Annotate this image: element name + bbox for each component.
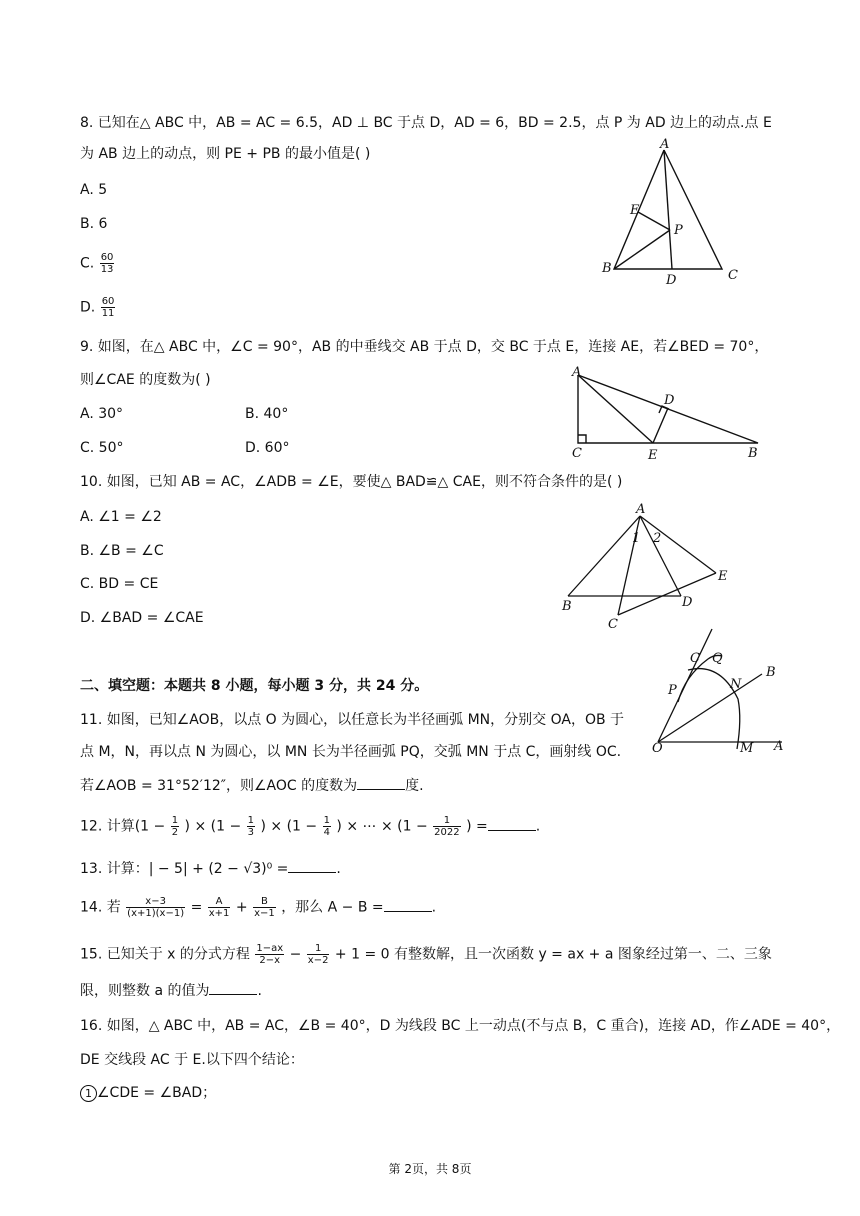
q10-option-b: B. ∠B = ∠C	[80, 543, 164, 559]
q11-line3	[80, 775, 424, 796]
q14-line	[80, 896, 436, 919]
q8-option-d-fraction: $\frac{60}{11}$	[101, 296, 115, 319]
fig-label-d: D	[664, 393, 675, 408]
q8-option-d	[80, 296, 116, 319]
q16-item1-text: ∠CDE = ∠BAD；	[97, 1085, 217, 1101]
q13-end: .	[336, 861, 341, 877]
q12-suffix: ) =	[466, 818, 488, 835]
fig-label-p: P	[668, 683, 677, 698]
q14-fraction-1: $\frac{x-3}{(x+1)(x-1)}$	[127, 896, 185, 919]
fig-label-a: A	[660, 138, 670, 152]
fig-label-o: O	[652, 741, 663, 754]
q16-line1: 16. 如图，△ ABC 中，AB = AC，∠B = 40°，D 为线段 BC 上一动点(不与点 B，C 重合)，连接 AD，作∠ADE = 40°，	[80, 1018, 841, 1034]
q8-option-c-label: C.	[80, 255, 95, 272]
q9-right-triangle-figure	[568, 360, 768, 465]
q10-line1: 10. 如图，已知 AB = AC，∠ADB = ∠E，要使△ BAD≌△ CAE，则不符合条件的是( )	[80, 474, 623, 490]
q12-line	[80, 815, 540, 838]
q9-option-d: D. 60°	[245, 440, 290, 456]
page-footer: 第 2页，共 8页	[388, 1162, 472, 1176]
q10-figure	[556, 502, 736, 630]
q12-fraction-3: $\frac{1}{4}$	[323, 815, 330, 838]
section-2-title: 二、填空题：本题共 8 小题，每小题 3 分，共 24 分。	[80, 678, 429, 694]
fig-label-a: A	[636, 502, 646, 517]
q9-line1: 9. 如图，在△ ABC 中，∠C = 90°，AB 的中垂线交 AB 于点 D，交 BC 于点 E，连接 AE，若∠BED = 70°，	[80, 339, 769, 355]
q12-mid-2: ) × (1 −	[260, 818, 318, 835]
q15-line1	[80, 943, 772, 966]
fig-label-p: P	[674, 223, 683, 238]
q15-prefix: 15. 已知关于 x 的分式方程	[80, 946, 250, 963]
q12-end: .	[535, 818, 541, 835]
fig-label-b: B	[602, 261, 612, 276]
q12-fraction-4: $\frac{1}{2022}$	[434, 815, 460, 838]
q11-line2: 点 M，N，再以点 N 为圆心，以 MN 长为半径画弧 PQ，交弧 MN 于点 C，画射线 OC.	[80, 744, 622, 760]
q16-line2: DE 交线段 AC 于 E.以下四个结论：	[80, 1052, 304, 1068]
fig-label-b: B	[562, 599, 572, 614]
q10-option-c: C. BD = CE	[80, 576, 159, 592]
fig-label-e: E	[630, 203, 640, 218]
q15-line2-text: 限，则整数 a 的值为	[80, 983, 210, 999]
q15-fraction-2: $\frac{1}{x-2}$	[307, 943, 329, 966]
q13-answer-blank[interactable]	[288, 858, 336, 873]
q14-mid: ，那么 A − B =	[281, 899, 384, 916]
q8-option-c-fraction: $\frac{60}{13}$	[100, 252, 114, 275]
fig-label-2: 2	[653, 531, 662, 546]
q14-fraction-2: $\frac{A}{x+1}$	[208, 896, 230, 919]
fig-label-c: C	[608, 617, 618, 630]
fig-label-c: C	[690, 651, 700, 666]
fig-label-n: N	[730, 677, 742, 692]
q11-line3-unit: 度.	[405, 778, 424, 794]
q8-line1: 8. 已知在△ ABC 中，AB = AC = 6.5，AD ⊥ BC 于点 D，AD = 6，BD = 2.5，点 P 为 AD 边上的动点.点 E	[80, 115, 772, 131]
q11-angle-figure	[650, 624, 790, 754]
fig-label-c: C	[572, 446, 582, 461]
q13-line	[80, 858, 341, 879]
q14-fraction-3: $\frac{B}{x-1}$	[254, 896, 275, 919]
q15-line2	[80, 980, 262, 1001]
q8-option-c	[80, 252, 115, 275]
q9-option-b: B. 40°	[245, 406, 289, 422]
q12-answer-blank[interactable]	[488, 816, 536, 831]
q8-option-d-label: D.	[80, 299, 96, 316]
q8-option-a: A. 5	[80, 182, 108, 198]
q15-fraction-1: $\frac{1-ax}{2-x}$	[256, 943, 284, 966]
fig-label-b: B	[748, 446, 758, 461]
q15-mid: + 1 = 0 有整数解，且一次函数 y = ax + a 图象经过第一、二、三象	[334, 946, 772, 963]
fig-label-a: A	[774, 739, 784, 754]
q8-option-b: B. 6	[80, 216, 108, 232]
fig-label-e: E	[718, 569, 728, 584]
q11-line1: 11. 如图，已知∠AOB，以点 O 为圆心，以任意长为半径画弧 MN，分别交 OA，OB 于	[80, 712, 625, 728]
q9-line2: 则∠CAE 的度数为( )	[80, 372, 211, 388]
q8-line2: 为 AB 边上的动点，则 PE + PB 的最小值是( )	[80, 146, 371, 162]
q11-answer-blank[interactable]	[357, 775, 405, 790]
q12-mid-3: ) × ⋯ × (1 −	[336, 818, 428, 835]
q8-triangle-figure	[592, 138, 782, 288]
q13-prefix: 13. 计算：| − 5| + (2 − √3)⁰ =	[80, 861, 289, 877]
q11-line3-text: 若∠AOB = 31°52′12″，则∠AOC 的度数为	[80, 778, 358, 794]
fig-label-d: D	[666, 273, 677, 288]
fig-label-e: E	[648, 448, 658, 463]
q12-mid-1: ) × (1 −	[184, 818, 242, 835]
q12-fraction-1: $\frac{1}{2}$	[171, 815, 179, 838]
q14-equals: =	[190, 899, 203, 916]
q16-item1	[80, 1083, 216, 1103]
q12-fraction-2: $\frac{1}{3}$	[247, 815, 255, 838]
q10-option-a: A. ∠1 = ∠2	[80, 509, 162, 525]
fig-label-d: D	[682, 595, 693, 610]
fig-label-q: Q	[712, 651, 723, 666]
q14-prefix: 14. 若	[80, 899, 121, 916]
q14-end: .	[431, 899, 437, 916]
circled-number-1: 1	[80, 1085, 97, 1102]
fig-label-c: C	[728, 268, 738, 283]
q12-prefix: 12. 计算(1 −	[80, 818, 166, 835]
q15-line2-end: .	[257, 983, 262, 999]
q9-option-c: C. 50°	[80, 440, 124, 456]
q14-plus: +	[235, 899, 248, 916]
fig-label-m: M	[740, 741, 754, 754]
q14-answer-blank[interactable]	[384, 897, 432, 912]
q9-option-a: A. 30°	[80, 406, 124, 422]
fig-label-b: B	[766, 665, 776, 680]
fig-label-1: 1	[632, 531, 641, 546]
q10-option-d: D. ∠BAD = ∠CAE	[80, 610, 204, 626]
q15-minus: −	[289, 946, 302, 963]
fig-label-a: A	[572, 365, 582, 380]
q15-answer-blank[interactable]	[209, 980, 257, 995]
